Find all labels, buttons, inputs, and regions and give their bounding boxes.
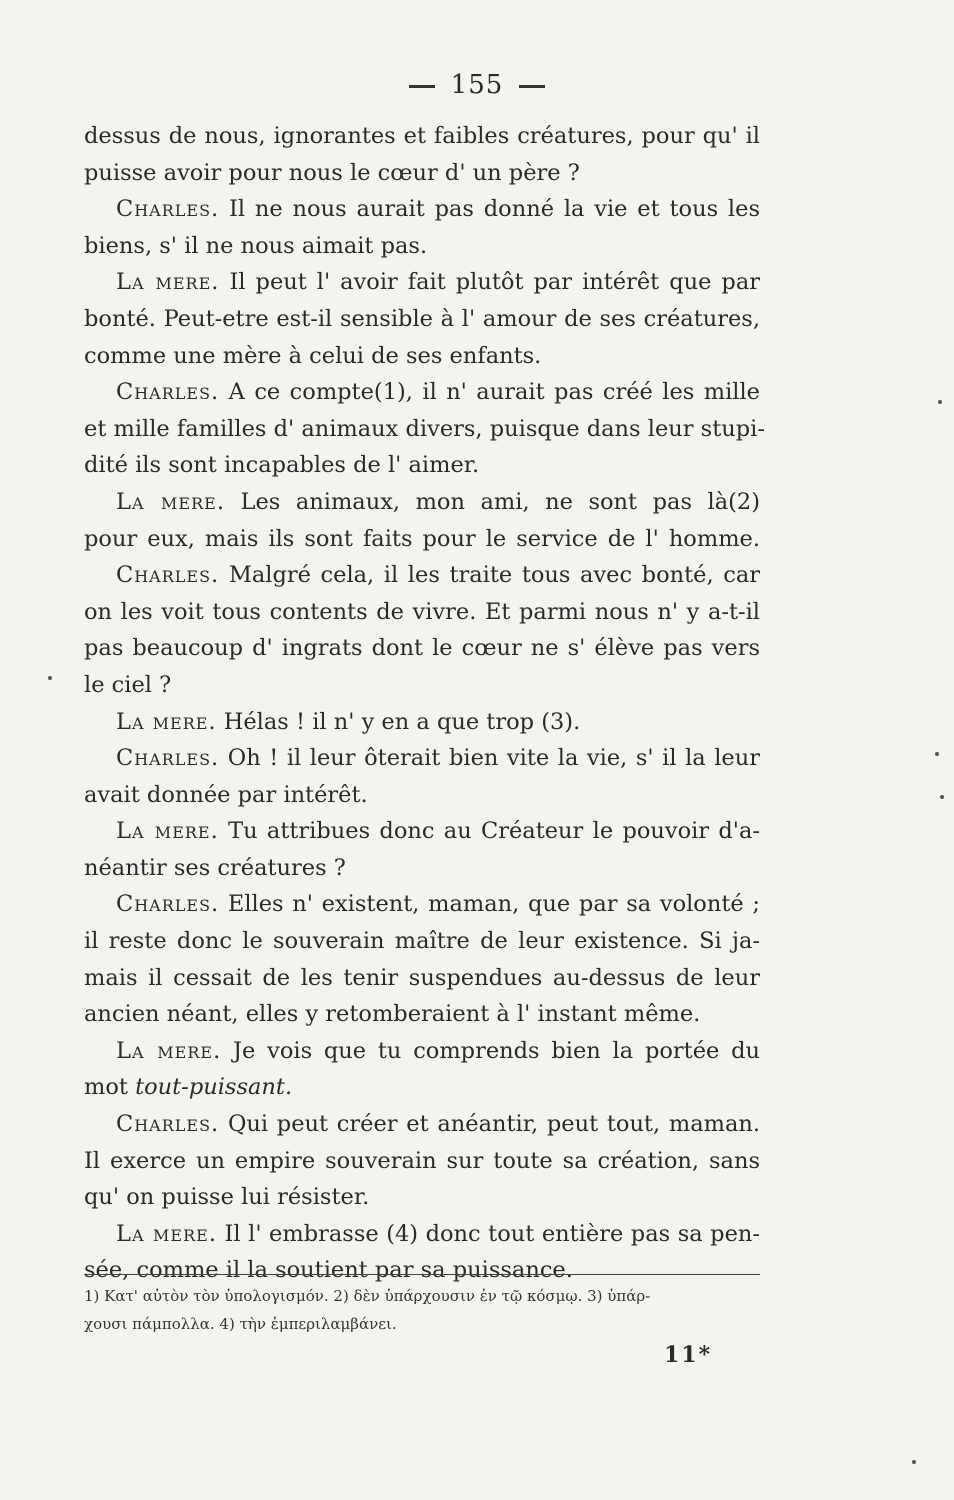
text-line: ancien néant, elles y retomberaient à l' instant même. bbox=[84, 1001, 701, 1028]
text-line: on les voit tous contents de vivre. Et parmi nous n' y a-t-il bbox=[84, 598, 760, 625]
speaker-mere: La mere. bbox=[116, 1220, 217, 1247]
text-line: dité ils sont incapables de l' aimer. bbox=[84, 452, 480, 479]
signature-mark: 11* bbox=[664, 1342, 713, 1368]
page-speck bbox=[912, 1460, 916, 1464]
speaker-charles: Charles. bbox=[116, 1111, 220, 1138]
text-line: comme une mère à celui de ses enfants. bbox=[84, 342, 542, 369]
text-line: qu' on puisse lui résister. bbox=[84, 1184, 370, 1211]
text-line: Charles. A ce compte(1), il n' aurait pas créé les mille bbox=[116, 379, 760, 406]
text-line: bonté. Peut-etre est-il sensible à l' amour de ses créatures, bbox=[84, 305, 760, 332]
text-line: néantir ses créatures ? bbox=[84, 854, 346, 881]
speaker-charles: Charles. bbox=[116, 891, 220, 918]
page-speck bbox=[48, 676, 52, 680]
text-line: il reste donc le souverain maître de leur existence. Si ja- bbox=[84, 928, 760, 955]
footnote-line: 1) Κατ' αὐτὸν τὸν ὑπολογισμόν. 2) δὲν ὑπάρχουσιν ἐν τῷ κόσμῳ. 3) ὑπάρ- bbox=[84, 1287, 651, 1305]
text-line: La mere. Tu attribues donc au Créateur le pouvoir d'a- bbox=[116, 818, 761, 845]
page-speck bbox=[940, 795, 944, 799]
text-line: Il exerce un empire souverain sur toute sa création, sans bbox=[84, 1147, 760, 1174]
dialogue-text bbox=[84, 118, 765, 1289]
text-line: pour eux, mais ils sont faits pour le service de l' homme. bbox=[84, 525, 760, 552]
text-line: Charles. Elles n' existent, maman, que par sa volonté ; bbox=[116, 891, 760, 918]
text-line: La mere. Les animaux, mon ami, ne sont pas là(2) bbox=[116, 488, 761, 515]
speaker-charles: Charles. bbox=[116, 745, 220, 772]
speaker-charles: Charles. bbox=[116, 379, 220, 406]
text-line: mais il cessait de les tenir suspendues au-dessus de leur bbox=[84, 964, 760, 991]
header-dash-left bbox=[409, 85, 435, 88]
speaker-charles: Charles. bbox=[116, 196, 220, 223]
page-speck bbox=[935, 752, 939, 756]
text-line: La mere. Il peut l' avoir fait plutôt par intérêt que par bbox=[116, 269, 761, 296]
text-line: biens, s' il ne nous aimait pas. bbox=[84, 232, 428, 259]
page-speck bbox=[938, 400, 942, 404]
footnote-line: χουσι πάμπολλα. 4) τὴν ἐμπεριλαμβάνει. bbox=[84, 1315, 397, 1333]
text-line: sée, comme il la soutient par sa puissance. bbox=[84, 1257, 573, 1284]
text-line: Charles. Oh ! il leur ôterait bien vite la vie, s' il la leur bbox=[116, 745, 760, 772]
italic-term: tout-puissant. bbox=[135, 1074, 293, 1101]
footnotes bbox=[84, 1282, 760, 1338]
text-line: dessus de nous, ignorantes et faibles créatures, pour qu' il bbox=[84, 123, 760, 149]
header-dash-right bbox=[519, 85, 545, 88]
text-line: puisse avoir pour nous le cœur d' un père ? bbox=[84, 159, 580, 186]
speaker-mere: La mere. bbox=[116, 708, 217, 735]
page-number: 155 bbox=[450, 70, 504, 100]
speaker-charles: Charles. bbox=[116, 562, 220, 589]
text-line: La mere. Je vois que tu comprends bien la portée du bbox=[116, 1037, 760, 1064]
text-line: Charles. Il ne nous aurait pas donné la vie et tous les bbox=[116, 196, 760, 223]
text-line: pas beaucoup d' ingrats dont le cœur ne s' élève pas vers bbox=[84, 635, 760, 662]
text-line: avait donnée par intérêt. bbox=[84, 781, 368, 808]
text-line: La mere. Hélas ! il n' y en a que trop (3). bbox=[116, 708, 581, 735]
page-header bbox=[0, 70, 954, 100]
text-line: La mere. Il l' embrasse (4) donc tout entière pas sa pen- bbox=[116, 1220, 760, 1247]
speaker-mere: La mere. bbox=[116, 488, 225, 515]
text-line: le ciel ? bbox=[84, 671, 172, 698]
speaker-mere: La mere. bbox=[116, 269, 220, 296]
speaker-mere: La mere. bbox=[116, 1037, 222, 1064]
footnote-rule bbox=[84, 1274, 760, 1275]
text-line: Charles. Qui peut créer et anéantir, peut tout, maman. bbox=[116, 1111, 760, 1138]
text-line: Charles. Malgré cela, il les traite tous avec bonté, car bbox=[116, 562, 761, 589]
speaker-mere: La mere. bbox=[116, 818, 219, 845]
text-line: et mille familles d' animaux divers, puisque dans leur stupi- bbox=[84, 415, 765, 442]
text-line: mot tout-puissant. bbox=[84, 1074, 293, 1101]
